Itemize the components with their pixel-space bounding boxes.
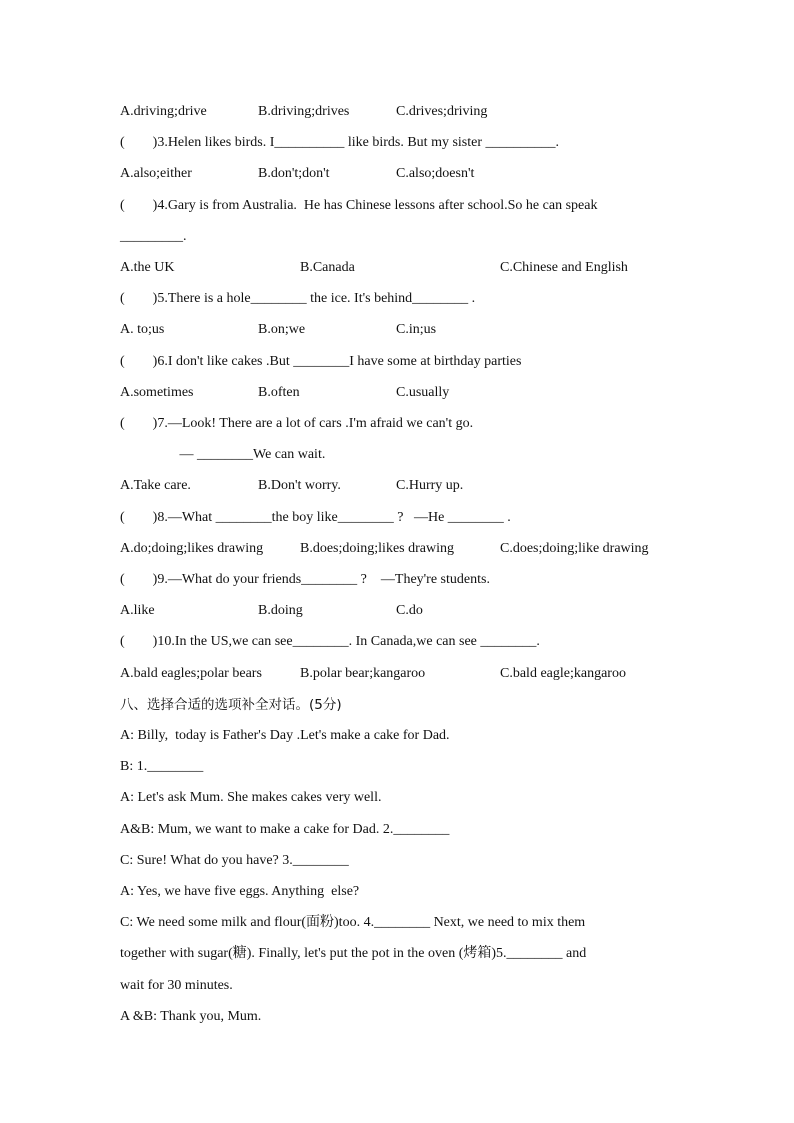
option-c: C.in;us — [396, 322, 437, 337]
options-row — [120, 382, 674, 404]
option-b: B.driving;drives — [258, 104, 350, 119]
options-row — [120, 101, 674, 123]
option-c: C.do — [396, 603, 423, 618]
options-row — [120, 257, 674, 279]
dialogue-line: B: 1.________ — [120, 759, 204, 774]
option-c: C.usually — [396, 385, 450, 400]
dialogue-line: A&B: Mum, we want to make a cake for Dad. 2.________ — [120, 822, 450, 837]
option-a: A. to;us — [120, 322, 165, 337]
options-row — [120, 663, 674, 685]
option-b: B.Canada — [300, 260, 355, 275]
section-heading: 八、选择合适的选项补全对话。(5分) — [120, 697, 342, 713]
question-3: ( )3.Helen likes birds. I__________ like birds. But my sister __________. — [120, 135, 560, 150]
option-a: A.also;either — [120, 166, 192, 181]
option-c: C.does;doing;like drawing — [500, 541, 649, 556]
option-c: C.also;doesn't — [396, 166, 475, 181]
dialogue-line: C: We need some milk and flour(面粉)too. 4.________ Next, we need to mix them — [120, 915, 586, 930]
option-c: C.Chinese and English — [500, 260, 628, 275]
option-a: A.sometimes — [120, 385, 194, 400]
options-row — [120, 600, 674, 622]
option-b: B.Don't worry. — [258, 478, 341, 493]
option-c: C.Hurry up. — [396, 478, 464, 493]
option-a: A.like — [120, 603, 155, 618]
options-row — [120, 319, 674, 341]
dialogue-line: together with sugar(糖). Finally, let's put the pot in the oven (烤箱)5.________ and — [120, 946, 587, 961]
options-row — [120, 538, 674, 560]
question-9: ( )9.—What do your friends________ ? —They're students. — [120, 572, 490, 587]
question-8: ( )8.—What ________the boy like________ ? —He ________ . — [120, 510, 511, 525]
dialogue-line: C: Sure! What do you have? 3.________ — [120, 853, 349, 868]
option-c: C.drives;driving — [396, 104, 488, 119]
dialogue-line: A: Let's ask Mum. She makes cakes very well. — [120, 790, 382, 805]
option-a: A.driving;drive — [120, 104, 207, 119]
question-4: ( )4.Gary is from Australia. He has Chinese lessons after school.So he can speak — [120, 198, 598, 213]
option-b: B.does;doing;likes drawing — [300, 541, 454, 556]
dialogue-line: A: Billy, today is Father's Day .Let's make a cake for Dad. — [120, 728, 450, 743]
option-a: A.Take care. — [120, 478, 191, 493]
option-b: B.doing — [258, 603, 303, 618]
option-a: A.the UK — [120, 260, 175, 275]
option-b: B.on;we — [258, 322, 306, 337]
option-c: C.bald eagle;kangaroo — [500, 666, 626, 681]
question-5: ( )5.There is a hole________ the ice. It's behind________ . — [120, 291, 476, 306]
question-10: ( )10.In the US,we can see________. In Canada,we can see ________. — [120, 634, 540, 649]
option-b: B.often — [258, 385, 300, 400]
option-a: A.bald eagles;polar bears — [120, 666, 262, 681]
option-a: A.do;doing;likes drawing — [120, 541, 264, 556]
question-6: ( )6.I don't like cakes .But ________I have some at birthday parties — [120, 354, 522, 369]
question-7: ( )7.—Look! There are a lot of cars .I'm afraid we can't go. — [120, 416, 474, 431]
dialogue-line: A &B: Thank you, Mum. — [120, 1009, 262, 1024]
dialogue-line: A: Yes, we have five eggs. Anything else? — [120, 884, 360, 899]
question-7-reply: — ________We can wait. — [120, 447, 326, 462]
dialogue-line: wait for 30 minutes. — [120, 978, 233, 993]
options-row — [120, 163, 674, 185]
option-b: B.polar bear;kangaroo — [300, 666, 426, 681]
options-row — [120, 475, 674, 497]
question-4-continued: _________. — [120, 229, 187, 244]
option-b: B.don't;don't — [258, 166, 330, 181]
